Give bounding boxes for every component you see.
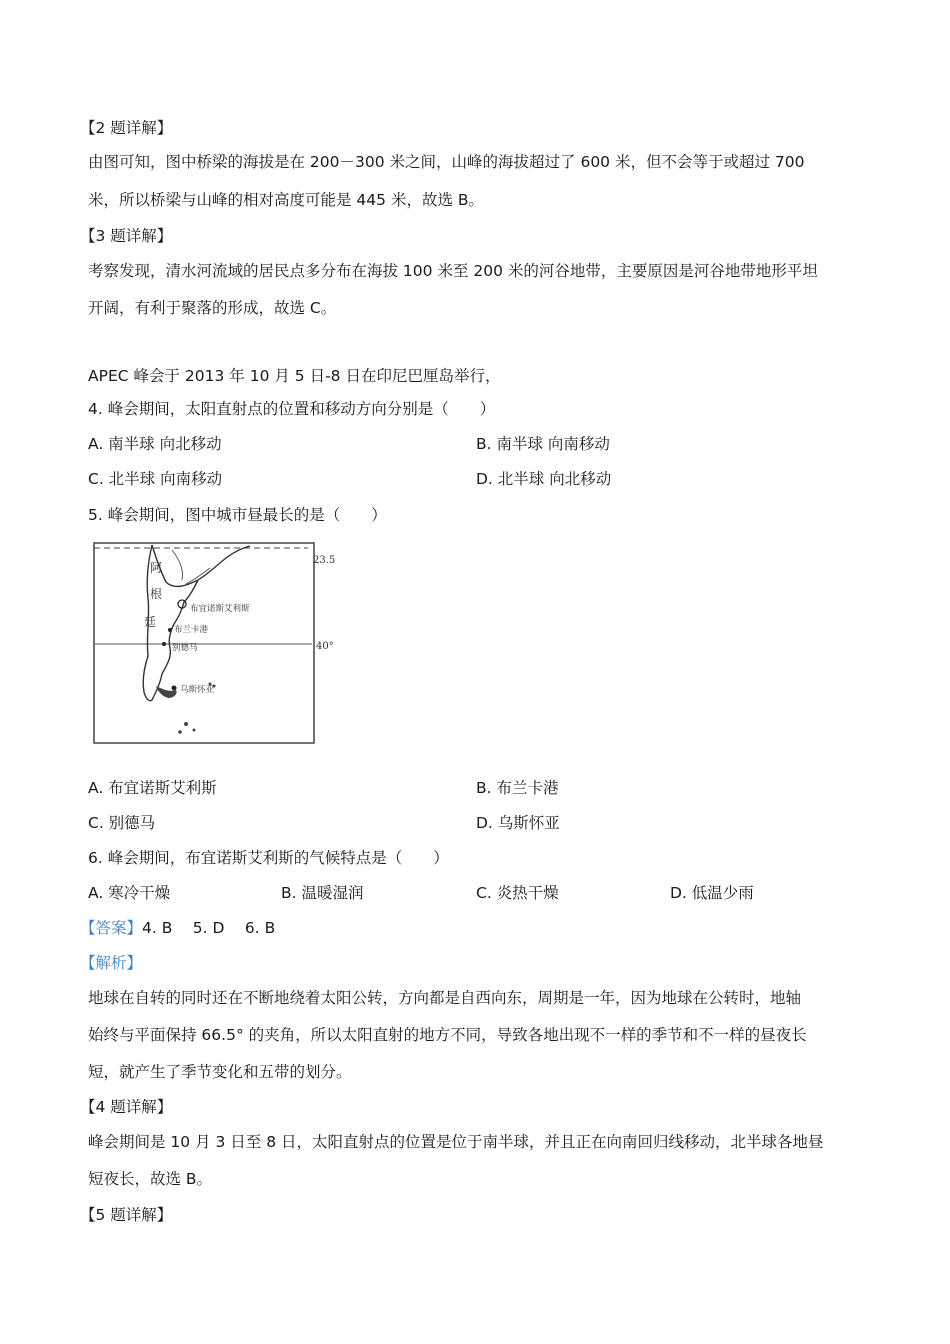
question-5-option-c: C. 别德马: [88, 814, 156, 832]
country-label-char-3: 廷: [144, 615, 157, 629]
q4-detail-line1: 峰会期间是 10 月 3 日至 8 日，太阳直射点的位置是位于南半球，并且正在向南回归线移动，北半球各地昼: [88, 1133, 824, 1151]
south-america-map: [90, 540, 336, 746]
latitude-label-23: 23.5: [313, 555, 336, 566]
analysis-line1: 地球在自转的同时还在不断地绕着太阳公转，方向都是自西向东，周期是一年，因为地球在公转时，地轴: [88, 989, 802, 1007]
island-1: [184, 722, 188, 726]
question-6-stem: 6. 峰会期间，布宜诺斯艾利斯的气候特点是（ ）: [88, 849, 449, 867]
question-4-option-c: C. 北半球 向南移动: [88, 470, 223, 488]
q4-detail-line2: 短夜长，故选 B。: [88, 1170, 213, 1188]
city-label-ushuaia: 乌斯怀亚: [180, 685, 215, 695]
question-4-stem: 4. 峰会期间，太阳直射点的位置和移动方向分别是（ ）: [88, 400, 496, 418]
question-5-option-b: B. 布兰卡港: [476, 779, 559, 797]
q2-heading: 【2 题详解】: [80, 119, 173, 137]
analysis-tag: 【解析】: [80, 954, 143, 972]
question-5-stem: 5. 峰会期间，图中城市昼最长的是（ ）: [88, 506, 387, 524]
city-label-bahia-blanca: 布兰卡港: [174, 625, 209, 635]
city-marker-viedma: [162, 642, 166, 646]
q4-detail-heading: 【4 题详解】: [80, 1098, 173, 1116]
answer-tag: 【答案】: [80, 919, 143, 937]
question-4-option-b: B. 南半球 向南移动: [476, 435, 610, 453]
question-5-option-d: D. 乌斯怀亚: [476, 814, 560, 832]
q5-detail-heading: 【5 题详解】: [80, 1206, 173, 1224]
question-6-option-d: D. 低温少雨: [670, 884, 754, 902]
q3-text-line1: 考察发现，清水河流域的居民点多分布在海拔 100 米至 200 米的河谷地带，主要原因是河谷地带地形平坦: [88, 262, 818, 280]
analysis-line3: 短，就产生了季节变化和五带的划分。: [88, 1063, 352, 1081]
intro-text: APEC 峰会于 2013 年 10 月 5 日-8 日在印尼巴厘岛举行，: [88, 367, 501, 385]
analysis-line2: 始终与平面保持 66.5° 的夹角，所以太阳直射的地方不同，导致各地出现不一样的季节和不一样的昼夜长: [88, 1026, 807, 1044]
city-label-viedma: 别德马: [172, 643, 198, 653]
q2-text-line1: 由图可知，图中桥梁的海拔是在 200－300 米之间，山峰的海拔超过了 600 米，但不会等于或超过 700: [88, 153, 805, 171]
city-marker-bahia-blanca: [168, 628, 172, 632]
q3-text-line2: 开阔，有利于聚落的形成，故选 C。: [88, 299, 337, 317]
question-4-option-d: D. 北半球 向北移动: [476, 470, 612, 488]
question-5-option-a: A. 布宜诺斯艾利斯: [88, 779, 217, 797]
country-label-char-2: 根: [150, 587, 163, 601]
answer-text: 4. B 5. D 6. B: [142, 919, 276, 937]
q3-heading: 【3 题详解】: [80, 227, 173, 245]
island-2: [178, 730, 182, 734]
city-marker-ushuaia: [172, 686, 177, 691]
country-label-char-1: 阿: [150, 561, 163, 575]
island-3: [193, 729, 196, 732]
q2-text-line2: 米，所以桥梁与山峰的相对高度可能是 445 米，故选 B。: [88, 191, 485, 209]
answer-line: [80, 918, 275, 938]
latitude-label-40: 40°: [316, 641, 334, 652]
question-6-option-b: B. 温暖湿润: [281, 884, 364, 902]
question-4-option-a: A. 南半球 向北移动: [88, 435, 222, 453]
map-figure: [90, 540, 336, 746]
question-6-option-c: C. 炎热干燥: [476, 884, 559, 902]
city-label-buenos-aires: 布宜诺斯艾利斯: [190, 604, 250, 614]
question-6-option-a: A. 寒冷干燥: [88, 884, 171, 902]
